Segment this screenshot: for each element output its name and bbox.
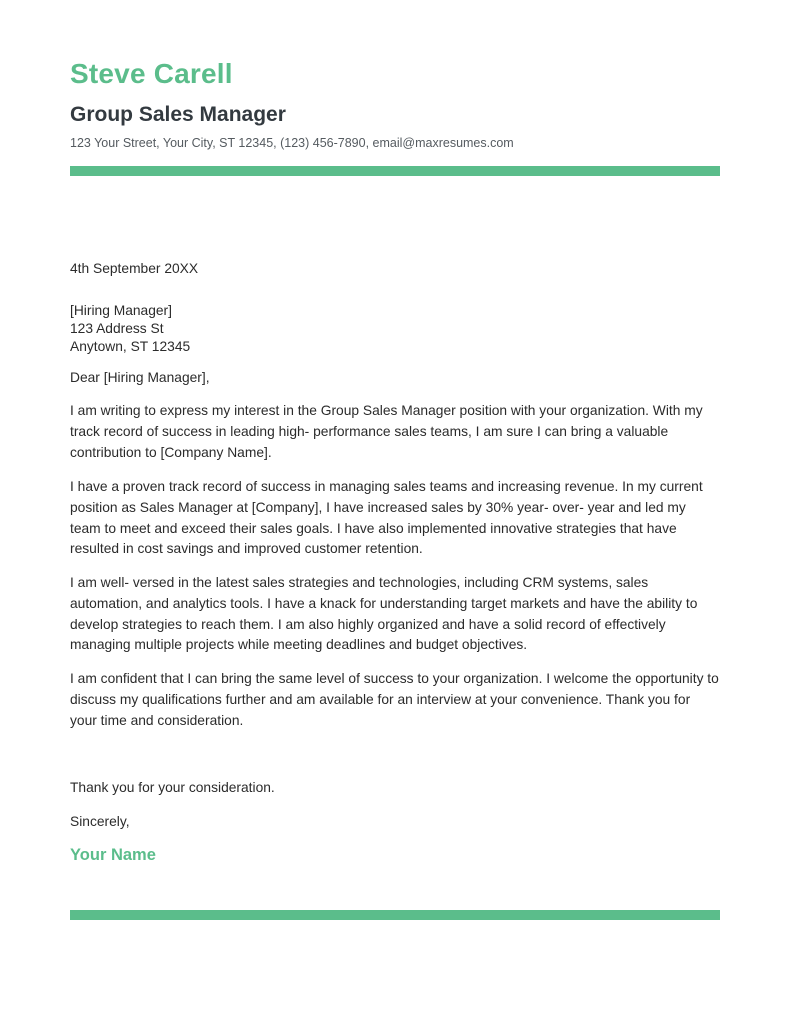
job-title: Group Sales Manager bbox=[70, 103, 286, 126]
recipient-city: Anytown, ST 12345 bbox=[70, 339, 191, 354]
recipient-name: [Hiring Manager] bbox=[70, 303, 172, 318]
letter-date: 4th September 20XX bbox=[70, 261, 199, 276]
paragraph: I am writing to express my interest in the Group Sales Manager position with your organization. With my track record of success in leading high- performance sales teams, I am sure I can bring a valuable contribution to [Company Name]. bbox=[70, 403, 703, 460]
paragraph: I have a proven track record of success in managing sales teams and increasing revenue. In my current position as Sales Manager at [Company], I have increased sales by 30% year- over- year and led my team to meet and exceed their sales goals. I have also implemented innovative strategies that have resulted in cost savings and improved customer retention. bbox=[70, 479, 703, 557]
salutation: Dear [Hiring Manager], bbox=[70, 370, 210, 385]
paragraph: I am well- versed in the latest sales strategies and technologies, including CRM systems, sales automation, and analytics tools. I have a knack for understanding target markets and have the ability to develop strategies to reach them. I am also highly organized and have a solid record of effectively managing multiple projects while meeting deadlines and budget objectives. bbox=[70, 575, 698, 653]
recipient-address bbox=[70, 302, 720, 356]
header-divider bbox=[70, 166, 720, 176]
signature-name: Your Name bbox=[70, 846, 156, 864]
paragraph: I am confident that I can bring the same level of success to your organization. I welcome the opportunity to discuss my qualifications further and am available for an interview at your convenience. Thank you for your time and consideration. bbox=[70, 671, 719, 728]
closing-thanks: Thank you for your consideration. bbox=[70, 780, 275, 795]
applicant-name: Steve Carell bbox=[70, 58, 233, 89]
signoff: Sincerely, bbox=[70, 814, 130, 829]
footer-divider bbox=[70, 910, 720, 920]
recipient-street: 123 Address St bbox=[70, 321, 164, 336]
contact-info: 123 Your Street, Your City, ST 12345, (123) 456-7890, email@maxresumes.com bbox=[70, 136, 514, 150]
